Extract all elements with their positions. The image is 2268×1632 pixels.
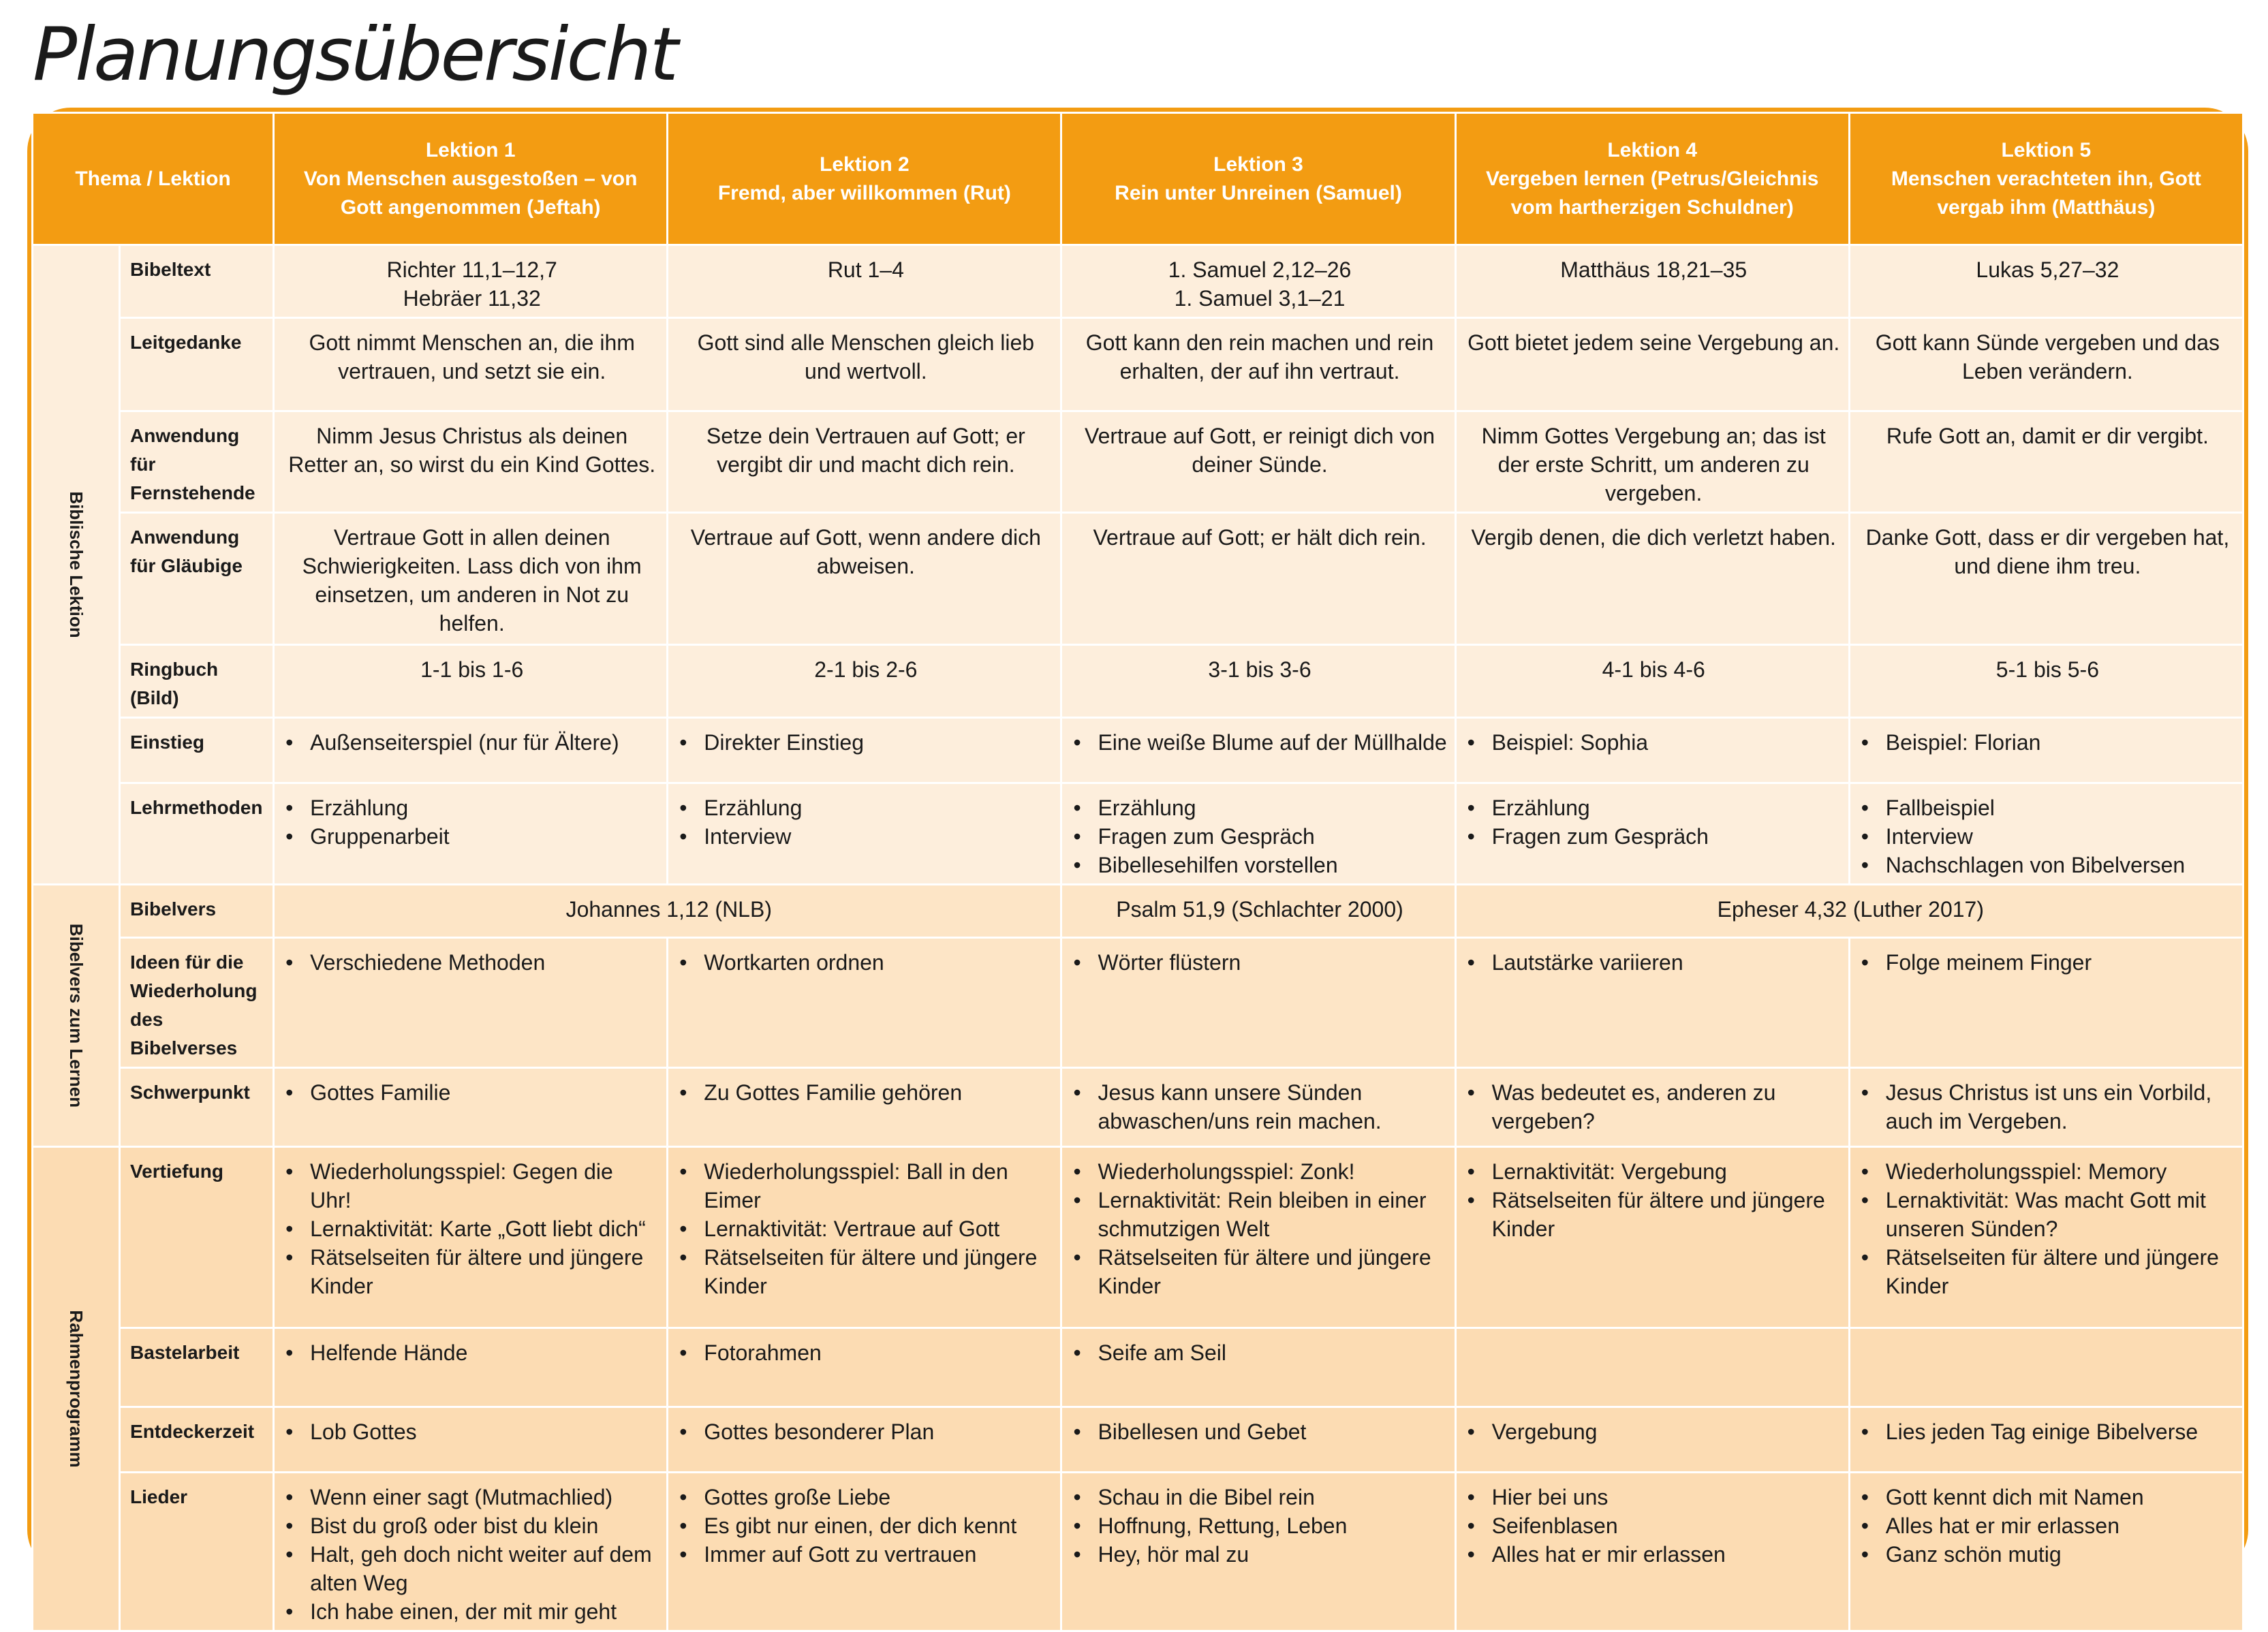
list-item: • Fragen zum Gespräch bbox=[1466, 822, 1842, 851]
list-item: • Ich habe einen, der mit mir geht bbox=[284, 1597, 659, 1626]
list-item: • Gruppenarbeit bbox=[284, 822, 659, 851]
list-item: • Lernaktivität: Vergebung bbox=[1466, 1157, 1842, 1186]
bullet-list bbox=[1466, 728, 1842, 757]
row-leitgedanke bbox=[33, 318, 2243, 411]
table-cell bbox=[274, 1068, 668, 1147]
table-cell bbox=[1849, 718, 2243, 783]
bullet-list bbox=[1072, 1483, 1447, 1569]
table-cell bbox=[274, 1407, 668, 1473]
table-cell bbox=[668, 718, 1061, 783]
row-label: Entdeckerzeit bbox=[120, 1407, 274, 1473]
table-cell: Johannes 1,12 (NLB) bbox=[274, 885, 1061, 938]
bullet-list bbox=[1860, 948, 2235, 977]
list-item: • Jesus kann unsere Sünden abwaschen/uns rein machen. bbox=[1072, 1078, 1447, 1135]
list-item: • Folge meinem Finger bbox=[1860, 948, 2235, 977]
table-cell bbox=[1061, 245, 1455, 318]
table-cell: Psalm 51,9 (Schlachter 2000) bbox=[1061, 885, 1455, 938]
row-label: Anwendung für Gläubige bbox=[120, 513, 274, 645]
list-item: • Immer auf Gott zu vertrauen bbox=[678, 1540, 1053, 1569]
table-cell: Vertraue auf Gott, wenn andere dich abweisen. bbox=[668, 513, 1061, 645]
table-cell bbox=[1455, 1473, 1849, 1631]
row-lehrmethoden bbox=[33, 783, 2243, 885]
list-item: • Bist du groß oder bist du klein bbox=[284, 1511, 659, 1540]
list-item: • Wenn einer sagt (Mutmachlied) bbox=[284, 1483, 659, 1511]
lesson-number: Lektion 5 bbox=[2001, 138, 2092, 161]
table-cell bbox=[274, 1473, 668, 1631]
bullet-list bbox=[678, 1338, 1053, 1367]
bullet-list bbox=[1860, 1417, 2235, 1446]
bullet-list bbox=[284, 1078, 659, 1107]
list-item: • Fallbeispiel bbox=[1860, 794, 2235, 822]
bullet-list bbox=[1860, 728, 2235, 757]
row-label: Schwerpunkt bbox=[120, 1068, 274, 1147]
table-cell: 4-1 bis 4-6 bbox=[1455, 645, 1849, 718]
table-cell bbox=[668, 1328, 1061, 1407]
cell-line: 1. Samuel 3,1–21 bbox=[1174, 286, 1346, 311]
table-cell: Nimm Jesus Christus als deinen Retter an, so wirst du ein Kind Gottes. bbox=[274, 411, 668, 513]
row-ringbuch bbox=[33, 645, 2243, 718]
row-label: Bibeltext bbox=[120, 245, 274, 318]
list-item: • Lob Gottes bbox=[284, 1417, 659, 1446]
list-item: • Erzählung bbox=[678, 794, 1053, 822]
bullet-list bbox=[678, 1078, 1053, 1107]
lesson-title: Menschen verachteten ihn, Gott vergab ihm (Matthäus) bbox=[1891, 167, 2201, 219]
bullet-list bbox=[1072, 1078, 1447, 1135]
bullet-list bbox=[284, 1157, 659, 1300]
list-item: • Außenseiterspiel (nur für Ältere) bbox=[284, 728, 659, 757]
table-cell bbox=[668, 938, 1061, 1068]
section-label: Rahmenprogramm bbox=[65, 1310, 87, 1468]
table-cell: Rufe Gott an, damit er dir vergibt. bbox=[1849, 411, 2243, 513]
table-cell bbox=[1061, 1407, 1455, 1473]
row-bibeltext bbox=[33, 245, 2243, 318]
table-cell bbox=[1455, 1328, 1849, 1407]
bullet-list bbox=[1860, 794, 2235, 879]
bullet-list bbox=[1072, 1417, 1447, 1446]
table-cell: 2-1 bis 2-6 bbox=[668, 645, 1061, 718]
section-label: Biblische Lektion bbox=[65, 491, 87, 638]
list-item: • Seifenblasen bbox=[1466, 1511, 1842, 1540]
lesson-number: Lektion 4 bbox=[1607, 138, 1698, 161]
table-cell bbox=[1849, 1407, 2243, 1473]
list-item: • Vergebung bbox=[1466, 1417, 1842, 1446]
lesson-title: Rein unter Unreinen (Samuel) bbox=[1115, 181, 1402, 204]
bullet-list bbox=[284, 1338, 659, 1367]
section-bibelvers-zum-lernen bbox=[33, 885, 120, 1147]
table-cell: Nimm Gottes Vergebung an; das ist der erste Schritt, um anderen zu vergeben. bbox=[1455, 411, 1849, 513]
row-anwendung-glaeubige bbox=[33, 513, 2243, 645]
list-item: • Seife am Seil bbox=[1072, 1338, 1447, 1367]
lesson-number: Lektion 1 bbox=[425, 138, 516, 161]
list-item: • Alles hat er mir erlassen bbox=[1860, 1511, 2235, 1540]
row-bibelvers bbox=[33, 885, 2243, 938]
table-cell bbox=[1061, 1068, 1455, 1147]
header-lesson-3 bbox=[1061, 113, 1455, 245]
list-item: • Erzählung bbox=[284, 794, 659, 822]
header-lesson-5 bbox=[1849, 113, 2243, 245]
bullet-list bbox=[1072, 728, 1447, 757]
row-lieder bbox=[33, 1473, 2243, 1631]
table-cell: Gott nimmt Menschen an, die ihm vertrauen, und setzt sie ein. bbox=[274, 318, 668, 411]
header-corner: Thema / Lektion bbox=[33, 113, 274, 245]
table-cell: 3-1 bis 3-6 bbox=[1061, 645, 1455, 718]
bullet-list bbox=[1466, 1483, 1842, 1569]
table-cell: Vertraue Gott in allen deinen Schwierigkeiten. Lass dich von ihm einsetzen, um anderen in Not zu helfen. bbox=[274, 513, 668, 645]
bullet-list bbox=[1860, 1078, 2235, 1135]
list-item: • Lautstärke variieren bbox=[1466, 948, 1842, 977]
cell-line: Rut 1–4 bbox=[827, 257, 904, 282]
bullet-list bbox=[678, 728, 1053, 757]
bullet-list bbox=[284, 948, 659, 977]
list-item: • Was bedeutet es, anderen zu vergeben? bbox=[1466, 1078, 1842, 1135]
table-cell bbox=[1061, 718, 1455, 783]
list-item: • Rätselseiten für ältere und jüngere Kinder bbox=[1860, 1243, 2235, 1300]
list-item: • Zu Gottes Familie gehören bbox=[678, 1078, 1053, 1107]
table-cell bbox=[1061, 1147, 1455, 1328]
list-item: • Beispiel: Florian bbox=[1860, 728, 2235, 757]
row-anwendung-fernstehende bbox=[33, 411, 2243, 513]
table-cell bbox=[668, 1473, 1061, 1631]
list-item: • Jesus Christus ist uns ein Vorbild, auch im Vergeben. bbox=[1860, 1078, 2235, 1135]
bullet-list bbox=[1466, 794, 1842, 851]
section-biblische-lektion bbox=[33, 245, 120, 885]
row-label: Leitgedanke bbox=[120, 318, 274, 411]
table-cell: Gott kann den rein machen und rein erhalten, der auf ihn vertraut. bbox=[1061, 318, 1455, 411]
bullet-list bbox=[284, 728, 659, 757]
table-cell bbox=[1849, 1068, 2243, 1147]
list-item: • Lernaktivität: Rein bleiben in einer schmutzigen Welt bbox=[1072, 1186, 1447, 1243]
table-cell bbox=[668, 1068, 1061, 1147]
list-item: • Eine weiße Blume auf der Müllhalde bbox=[1072, 728, 1447, 757]
list-item: • Direkter Einstieg bbox=[678, 728, 1053, 757]
table-cell bbox=[1061, 1473, 1455, 1631]
list-item: • Halt, geh doch nicht weiter auf dem alten Weg bbox=[284, 1540, 659, 1597]
list-item: • Fragen zum Gespräch bbox=[1072, 822, 1447, 851]
list-item: • Wortkarten ordnen bbox=[678, 948, 1053, 977]
list-item: • Rätselseiten für ältere und jüngere Kinder bbox=[678, 1243, 1053, 1300]
bullet-list bbox=[284, 1417, 659, 1446]
cell-line: Hebräer 11,32 bbox=[403, 286, 541, 311]
table-cell: 1-1 bis 1-6 bbox=[274, 645, 668, 718]
list-item: • Gott kennt dich mit Namen bbox=[1860, 1483, 2235, 1511]
table-cell: Gott kann Sünde vergeben und das Leben verändern. bbox=[1849, 318, 2243, 411]
row-ideen-wiederholung bbox=[33, 938, 2243, 1068]
list-item: • Hey, hör mal zu bbox=[1072, 1540, 1447, 1569]
table-cell bbox=[668, 1147, 1061, 1328]
list-item: • Wörter flüstern bbox=[1072, 948, 1447, 977]
table-cell bbox=[1455, 783, 1849, 885]
table-cell: Vergib denen, die dich verletzt haben. bbox=[1455, 513, 1849, 645]
list-item: • Rätselseiten für ältere und jüngere Kinder bbox=[1072, 1243, 1447, 1300]
list-item: • Wiederholungsspiel: Memory bbox=[1860, 1157, 2235, 1186]
table-cell bbox=[1849, 245, 2243, 318]
bullet-list bbox=[284, 1483, 659, 1626]
list-item: • Helfende Hände bbox=[284, 1338, 659, 1367]
bullet-list bbox=[678, 1417, 1053, 1446]
header-row bbox=[33, 113, 2243, 245]
table-cell bbox=[1455, 938, 1849, 1068]
bullet-list bbox=[1466, 1157, 1842, 1243]
list-item: • Nachschlagen von Bibelversen bbox=[1860, 851, 2235, 879]
table-cell: Vertraue auf Gott, er reinigt dich von deiner Sünde. bbox=[1061, 411, 1455, 513]
lesson-title: Von Menschen ausgestoßen – von Gott angenommen (Jeftah) bbox=[303, 167, 638, 219]
row-vertiefung bbox=[33, 1147, 2243, 1328]
row-label: Bastelarbeit bbox=[120, 1328, 274, 1407]
list-item: • Interview bbox=[1860, 822, 2235, 851]
table-cell: 5-1 bis 5-6 bbox=[1849, 645, 2243, 718]
lesson-title: Fremd, aber willkommen (Rut) bbox=[717, 181, 1011, 204]
table-cell bbox=[668, 245, 1061, 318]
list-item: • Gottes besonderer Plan bbox=[678, 1417, 1053, 1446]
bullet-list bbox=[678, 1157, 1053, 1300]
list-item: • Lernaktivität: Was macht Gott mit unseren Sünden? bbox=[1860, 1186, 2235, 1243]
table-cell bbox=[274, 1328, 668, 1407]
list-item: • Ganz schön mutig bbox=[1860, 1540, 2235, 1569]
list-item: • Alles hat er mir erlassen bbox=[1466, 1540, 1842, 1569]
row-entdeckerzeit bbox=[33, 1407, 2243, 1473]
bullet-list bbox=[1466, 1078, 1842, 1135]
list-item: • Bibellesen und Gebet bbox=[1072, 1417, 1447, 1446]
row-label: Ringbuch (Bild) bbox=[120, 645, 274, 718]
section-rahmenprogramm bbox=[33, 1147, 120, 1631]
row-schwerpunkt bbox=[33, 1068, 2243, 1147]
row-label: Vertiefung bbox=[120, 1147, 274, 1328]
list-item: • Lernaktivität: Vertraue auf Gott bbox=[678, 1214, 1053, 1243]
list-item: • Wiederholungsspiel: Gegen die Uhr! bbox=[284, 1157, 659, 1214]
bullet-list bbox=[1860, 1483, 2235, 1569]
table-cell bbox=[1849, 938, 2243, 1068]
table-cell bbox=[1455, 245, 1849, 318]
list-item: • Wiederholungsspiel: Ball in den Eimer bbox=[678, 1157, 1053, 1214]
table-cell bbox=[1849, 1473, 2243, 1631]
table-cell: Gott bietet jedem seine Vergebung an. bbox=[1455, 318, 1849, 411]
table-cell bbox=[1061, 783, 1455, 885]
table-cell: Danke Gott, dass er dir vergeben hat, und diene ihm treu. bbox=[1849, 513, 2243, 645]
table-cell bbox=[1061, 938, 1455, 1068]
row-label: Lehrmethoden bbox=[120, 783, 274, 885]
row-label: Lieder bbox=[120, 1473, 274, 1631]
list-item: • Gottes Familie bbox=[284, 1078, 659, 1107]
table-cell: Vertraue auf Gott; er hält dich rein. bbox=[1061, 513, 1455, 645]
list-item: • Gottes große Liebe bbox=[678, 1483, 1053, 1511]
table-cell bbox=[1455, 1147, 1849, 1328]
header-lesson-2 bbox=[668, 113, 1061, 245]
table-cell bbox=[668, 783, 1061, 885]
list-item: • Erzählung bbox=[1466, 794, 1842, 822]
list-item: • Schau in die Bibel rein bbox=[1072, 1483, 1447, 1511]
list-item: • Lernaktivität: Karte „Gott liebt dich“ bbox=[284, 1214, 659, 1243]
table-cell: Setze dein Vertrauen auf Gott; er vergibt dir und macht dich rein. bbox=[668, 411, 1061, 513]
table-cell bbox=[1061, 1328, 1455, 1407]
table-cell: Gott sind alle Menschen gleich lieb und wertvoll. bbox=[668, 318, 1061, 411]
planning-table-frame bbox=[27, 108, 2248, 1624]
bullet-list bbox=[678, 1483, 1053, 1569]
bullet-list bbox=[1072, 948, 1447, 977]
lesson-title: Vergeben lernen (Petrus/Gleichnis vom hartherzigen Schuldner) bbox=[1485, 167, 1819, 219]
list-item: • Hoffnung, Rettung, Leben bbox=[1072, 1511, 1447, 1540]
list-item: • Beispiel: Sophia bbox=[1466, 728, 1842, 757]
table-cell bbox=[274, 783, 668, 885]
bullet-list bbox=[1466, 1417, 1842, 1446]
row-label: Ideen für die Wiederholung des Bibelverses bbox=[120, 938, 274, 1068]
list-item: • Verschiedene Methoden bbox=[284, 948, 659, 977]
row-label: Einstieg bbox=[120, 718, 274, 783]
planning-table bbox=[31, 112, 2244, 1632]
cell-line: Matthäus 18,21–35 bbox=[1560, 257, 1747, 282]
table-cell bbox=[1455, 1407, 1849, 1473]
bullet-list bbox=[1072, 1157, 1447, 1300]
row-einstieg bbox=[33, 718, 2243, 783]
cell-line: 1. Samuel 2,12–26 bbox=[1168, 257, 1352, 282]
bullet-list bbox=[284, 794, 659, 851]
table-cell bbox=[1455, 718, 1849, 783]
table-cell bbox=[1849, 1328, 2243, 1407]
row-bastelarbeit bbox=[33, 1328, 2243, 1407]
lesson-number: Lektion 3 bbox=[1213, 153, 1303, 176]
header-lesson-1 bbox=[274, 113, 668, 245]
row-label: Anwendung für Fernstehende bbox=[120, 411, 274, 513]
row-label: Bibelvers bbox=[120, 885, 274, 938]
section-label: Bibelvers zum Lernen bbox=[65, 923, 87, 1108]
bullet-list bbox=[1466, 948, 1842, 977]
table-cell bbox=[274, 718, 668, 783]
table-cell bbox=[274, 245, 668, 318]
table-cell bbox=[274, 938, 668, 1068]
bullet-list bbox=[678, 948, 1053, 977]
list-item: • Rätselseiten für ältere und jüngere Kinder bbox=[1466, 1186, 1842, 1243]
bullet-list bbox=[1860, 1157, 2235, 1300]
list-item: • Es gibt nur einen, der dich kennt bbox=[678, 1511, 1053, 1540]
list-item: • Lies jeden Tag einige Bibelverse bbox=[1860, 1417, 2235, 1446]
table-cell bbox=[1455, 1068, 1849, 1147]
list-item: • Wiederholungsspiel: Zonk! bbox=[1072, 1157, 1447, 1186]
list-item: • Interview bbox=[678, 822, 1053, 851]
table-cell bbox=[668, 1407, 1061, 1473]
list-item: • Erzählung bbox=[1072, 794, 1447, 822]
cell-line: Lukas 5,27–32 bbox=[1976, 257, 2119, 282]
table-cell: Epheser 4,32 (Luther 2017) bbox=[1455, 885, 2243, 938]
bullet-list bbox=[678, 794, 1053, 851]
table-cell bbox=[1849, 783, 2243, 885]
page-title: Planungsübersicht bbox=[33, 12, 677, 97]
table-cell bbox=[1849, 1147, 2243, 1328]
list-item: • Fotorahmen bbox=[678, 1338, 1053, 1367]
lesson-number: Lektion 2 bbox=[820, 153, 910, 176]
bullet-list bbox=[1072, 794, 1447, 879]
table-cell bbox=[274, 1147, 668, 1328]
list-item: • Hier bei uns bbox=[1466, 1483, 1842, 1511]
list-item: • Rätselseiten für ältere und jüngere Kinder bbox=[284, 1243, 659, 1300]
header-lesson-4 bbox=[1455, 113, 1849, 245]
bullet-list bbox=[1072, 1338, 1447, 1367]
cell-line: Richter 11,1–12,7 bbox=[386, 257, 557, 282]
list-item: • Bibellesehilfen vorstellen bbox=[1072, 851, 1447, 879]
